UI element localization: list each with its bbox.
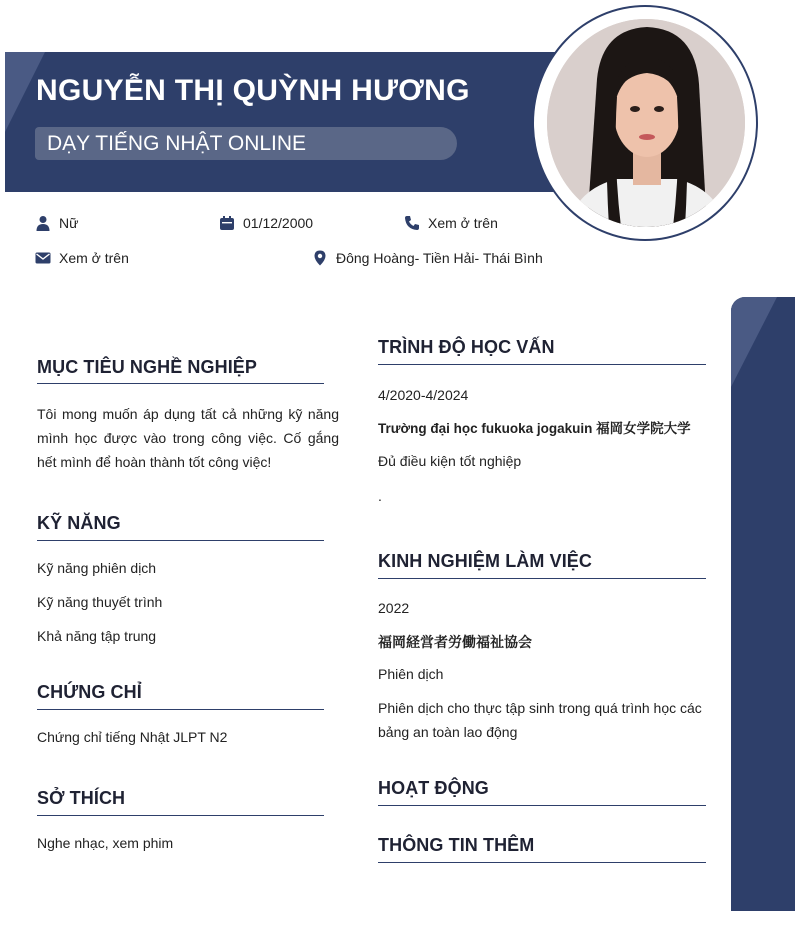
location-pin-icon — [312, 250, 328, 266]
certificate-item: Chứng chỉ tiếng Nhật JLPT N2 — [37, 729, 228, 745]
experience-company: 福岡経営者労働福祉協会 — [378, 634, 532, 650]
education-school: Trường đại học fukuoka jogakuin 福岡女学院大学 — [378, 421, 691, 436]
profile-photo-frame — [532, 5, 758, 241]
certificates-title: CHỨNG CHỈ — [37, 682, 142, 702]
education-note: Đủ điều kiện tốt nghiệp — [378, 453, 522, 469]
hobby-item: Nghe nhạc, xem phim — [37, 835, 174, 851]
activities-divider — [378, 805, 706, 806]
additional-info-title: THÔNG TIN THÊM — [378, 835, 535, 855]
email-value: Xem ở trên — [59, 250, 129, 266]
education-period: 4/2020-4/2024 — [378, 387, 469, 403]
objective-divider — [37, 383, 324, 384]
experience-description: Phiên dịch cho thực tập sinh trong quá trình học các bảng an toàn lao động — [378, 700, 702, 740]
objective-title: MỤC TIÊU NGHỀ NGHIỆP — [37, 357, 258, 377]
experience-role: Phiên dịch — [378, 666, 444, 682]
contact-gender — [35, 215, 78, 231]
experience-divider — [378, 578, 706, 579]
education-divider — [378, 364, 706, 365]
experience-title: KINH NGHIỆM LÀM VIỆC — [378, 551, 593, 571]
envelope-icon — [35, 250, 51, 266]
calendar-icon — [219, 215, 235, 231]
contact-address — [312, 250, 543, 266]
hobbies-title: SỞ THÍCH — [37, 788, 126, 808]
experience-year: 2022 — [378, 600, 410, 616]
address-value: Đông Hoàng- Tiền Hải- Thái Bình — [336, 250, 543, 266]
hobbies-divider — [37, 815, 324, 816]
phone-icon — [404, 215, 420, 231]
gender-value: Nữ — [59, 215, 79, 231]
header-banner — [5, 52, 565, 192]
contact-phone — [404, 215, 498, 231]
side-decor-accent — [731, 297, 777, 387]
candidate-name: NGUYỄN THỊ QUỲNH HƯƠNG — [36, 74, 470, 107]
job-title-pill — [35, 127, 457, 160]
user-icon — [35, 215, 51, 231]
side-decor-bar — [731, 297, 795, 911]
certificates-divider — [37, 709, 324, 710]
job-title: DẠY TIẾNG NHẬT ONLINE — [47, 132, 307, 155]
profile-photo — [547, 19, 745, 227]
skills-title: KỸ NĂNG — [37, 513, 121, 533]
contact-birthdate — [219, 215, 313, 231]
skills-divider — [37, 540, 324, 541]
education-title: TRÌNH ĐỘ HỌC VẤN — [378, 337, 555, 357]
additional-info-divider — [378, 862, 706, 863]
birthdate-value: 01/12/2000 — [243, 215, 314, 231]
skill-item: Khả năng tập trung — [37, 628, 157, 644]
education-extra: . — [378, 488, 382, 504]
activities-title: HOẠT ĐỘNG — [378, 778, 489, 798]
skill-item: Kỹ năng thuyết trình — [37, 594, 163, 610]
phone-value: Xem ở trên — [428, 215, 498, 231]
objective-text: Tôi mong muốn áp dụng tất cả những kỹ năng mình học được vào trong công việc. Cố gắng hết mình để hoàn thành tốt công việc! — [37, 406, 339, 470]
contact-email — [35, 250, 129, 266]
skill-item: Kỹ năng phiên dịch — [37, 560, 157, 576]
